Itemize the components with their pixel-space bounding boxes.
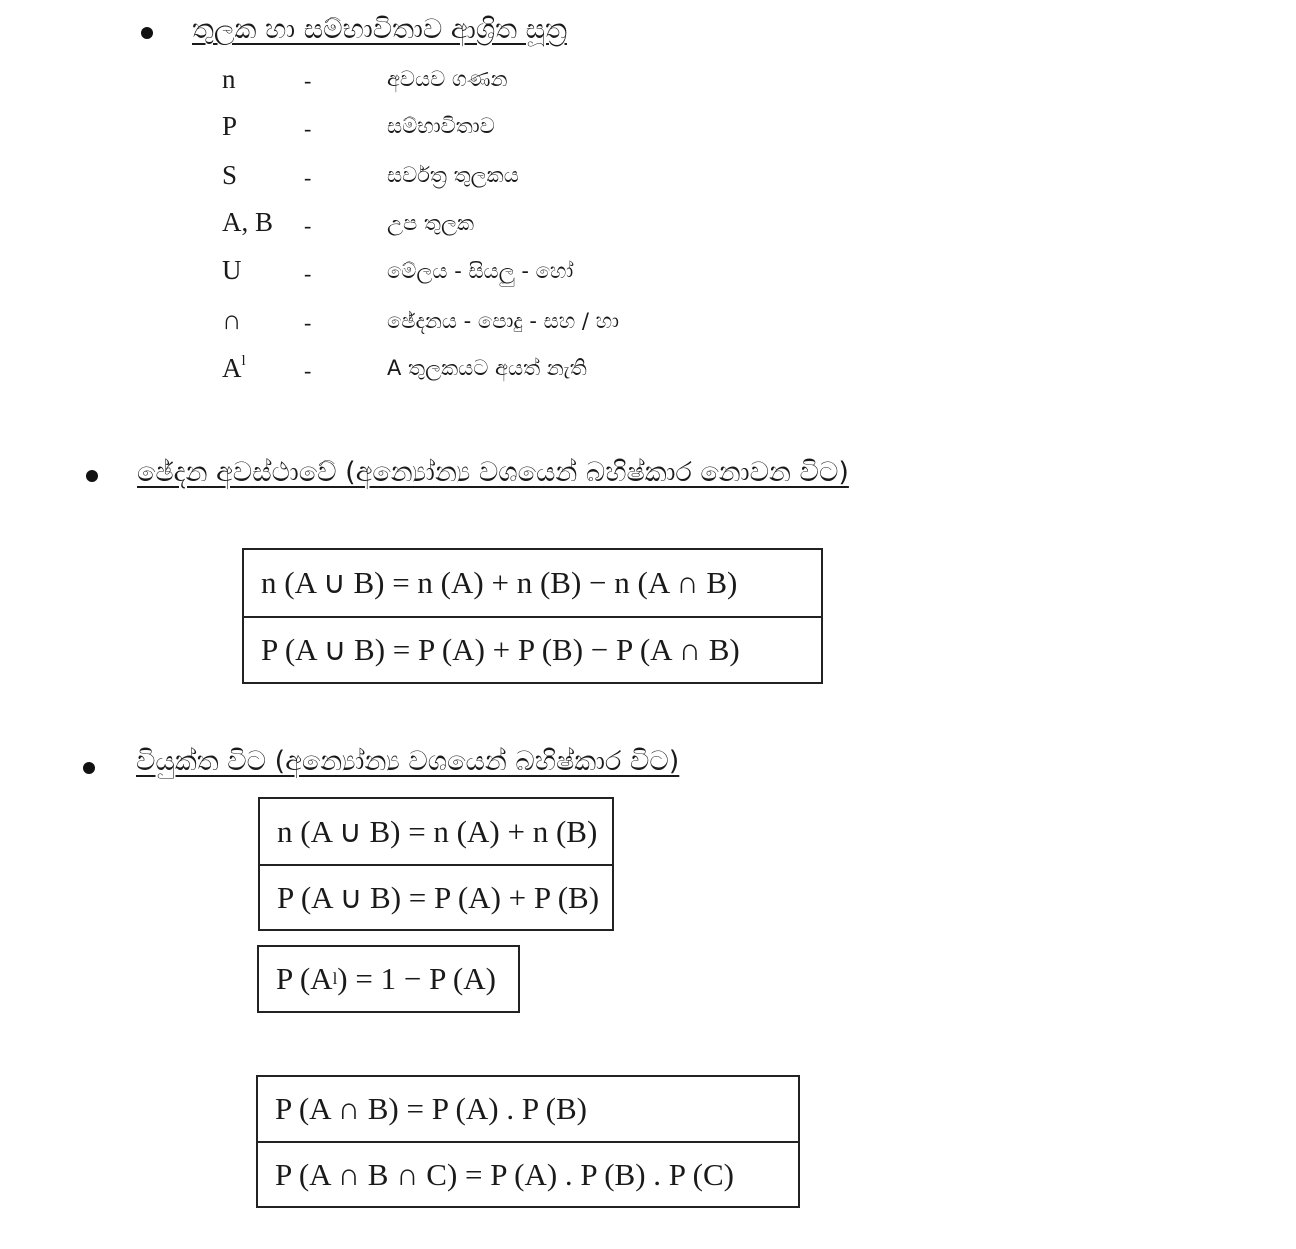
legend-symbol: U: [222, 255, 242, 285]
legend-dash: -: [304, 310, 312, 335]
formula-complement: [259, 947, 518, 1011]
formula-independent-two: P (A ∩ B) = P (A) . P (B): [275, 1091, 587, 1126]
legend-symbol-base: A: [222, 353, 242, 383]
legend-symbol: A, B: [222, 207, 274, 237]
legend-symbol: S: [222, 160, 238, 190]
legend-meaning: අවයව ගණන: [387, 67, 508, 91]
complement-suffix: ) = 1 − P (A): [337, 961, 496, 996]
legend-meaning: සර්වත්‍ර තුලකය: [387, 163, 519, 187]
legend-dash: -: [304, 116, 312, 141]
complement-prime: l: [332, 969, 338, 988]
legend-dash: -: [304, 68, 312, 93]
union-formula-box-general: [242, 548, 823, 684]
bullet-section1: [141, 27, 153, 39]
legend-dash: -: [304, 213, 312, 238]
legend-meaning: උප තුලක: [387, 211, 475, 235]
bullet-section2: [86, 470, 98, 482]
bullet-section3: [83, 762, 95, 774]
formula-count-union: n (A ∪ B) = n (A) + n (B) − n (A ∩ B): [261, 565, 738, 600]
formula-count-union-disjoint: n (A ∪ B) = n (A) + n (B): [277, 813, 598, 849]
section3-heading: වියුක්ත විට (අන්‍යෝන්‍ය වශයෙන් බහිෂ්කාර විට): [136, 746, 680, 777]
legend-meaning: මේලය - සියලු - හෝ: [387, 259, 574, 283]
legend-symbol: [222, 353, 246, 384]
complement-prefix: P (A: [276, 961, 333, 996]
union-formula-box-disjoint: [258, 797, 614, 931]
legend-dash: -: [304, 261, 312, 286]
legend-symbol: ∩: [222, 305, 242, 335]
formula-prob-union-disjoint: P (A ∪ B) = P (A) + P (B): [260, 864, 612, 929]
legend-dash: -: [304, 358, 312, 383]
legend-meaning: ඡේදනය - පොදු - සහ / හා: [387, 309, 620, 333]
legend-dash: -: [304, 165, 312, 190]
legend-symbol: n: [222, 64, 236, 94]
formula-prob-union: P (A ∪ B) = P (A) + P (B) − P (A ∩ B): [244, 616, 821, 682]
section2-heading: ඡේදන අවස්ථාවේ (අන්‍යෝන්‍ය වශයෙන් බහිෂ්කාර නොවන විට): [137, 457, 849, 488]
legend-symbol: P: [222, 111, 238, 141]
legend-meaning: A තුලකයට අයත් නැති: [387, 356, 587, 380]
legend-symbol-prime: l: [241, 353, 246, 369]
legend-meaning: සම්භාවිතාව: [387, 114, 495, 138]
complement-formula-box: [257, 945, 520, 1013]
independent-formula-box: [256, 1075, 800, 1208]
formula-independent-three: P (A ∩ B ∩ C) = P (A) . P (B) . P (C): [258, 1141, 798, 1206]
section1-heading: තුලක හා සම්භාවිතාව ආශ්‍රිත සූත්‍ර: [192, 14, 567, 45]
